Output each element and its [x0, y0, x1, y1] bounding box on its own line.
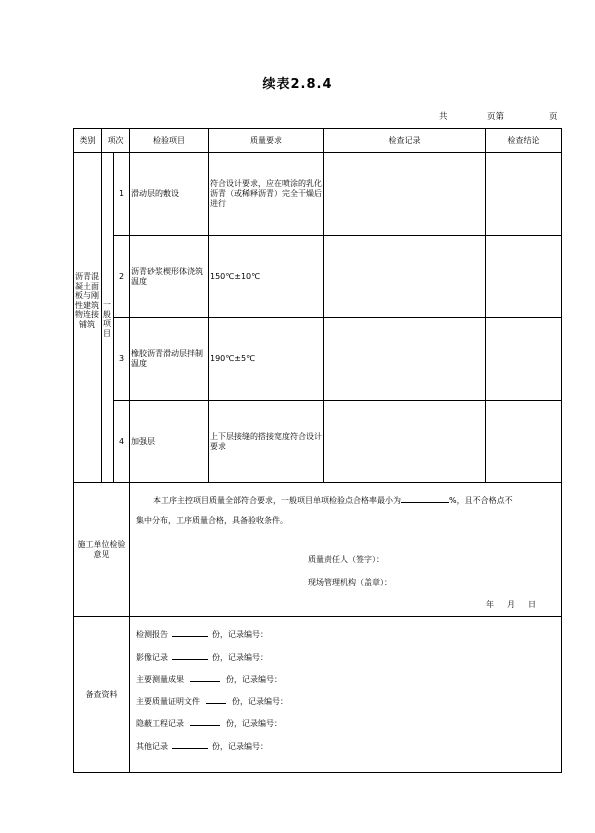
backup-item-suffix: 份，记录编号：: [212, 630, 268, 639]
header-check-record: 检查记录: [388, 135, 421, 145]
page-total-label: 共: [439, 112, 448, 122]
opinion-line-2-text: 集中分布，工序质量合格，具备验收条件。: [136, 516, 288, 525]
row-4-number: 4: [118, 436, 125, 446]
opinion-line-1-text: 本工序主控项目质量全部符合要求，一般项目单项检验点合格率最小为: [153, 496, 401, 505]
backup-item-suffix: 份，记录编号：: [212, 653, 268, 662]
header-category: 类别: [79, 135, 96, 145]
backup-item-suffix: 份，记录编号：: [226, 675, 282, 684]
backup-item-name: 影像记录: [136, 653, 168, 662]
backup-materials-label: 备查资料: [85, 689, 118, 699]
row-1-check-record[interactable]: [324, 153, 485, 235]
row-2-number: 2: [118, 271, 125, 281]
backup-item-6: [136, 739, 268, 752]
date-year-label: 年: [486, 600, 494, 609]
site-organization-stamp-label: 现场管理机构（盖章）：: [308, 578, 392, 587]
row-4-quality-requirement: 上下层接缝的搭接宽度符合设计要求: [210, 431, 322, 451]
row-2-check-result[interactable]: [486, 236, 561, 317]
row-3-check-item: 橡胶沥青滑动层拌制温度: [131, 349, 203, 368]
copies-blank[interactable]: [172, 650, 208, 660]
row-3-check-record[interactable]: [324, 318, 485, 400]
date-day-label: 日: [528, 600, 536, 609]
row-1-check-item: 滑动层的敷设: [131, 189, 179, 198]
page-end-label: 页: [549, 112, 558, 122]
row-1-check-result[interactable]: [486, 153, 561, 235]
page-title: 续表2.8.4: [262, 77, 333, 92]
header-check-item: 检验项目: [153, 135, 185, 145]
copies-blank[interactable]: [206, 694, 226, 704]
backup-item-2: [136, 650, 268, 663]
row-2-check-record[interactable]: [324, 236, 485, 317]
pass-rate-blank[interactable]: [401, 493, 449, 503]
row-3-quality-requirement: 190℃±5℃: [210, 354, 256, 363]
backup-item-3: [136, 672, 282, 685]
quality-person-signature-label: 质量责任人（签字）：: [308, 555, 384, 564]
header-item-no: 项次: [107, 135, 124, 145]
backup-item-suffix: 份，记录编号：: [212, 742, 268, 751]
row-3-number: 3: [118, 354, 125, 363]
header-quality-requirement: 质量要求: [250, 135, 282, 145]
copies-blank[interactable]: [190, 672, 220, 682]
copies-blank[interactable]: [190, 716, 220, 726]
backup-item-suffix: 份，记录编号：: [232, 697, 288, 706]
row-4-check-result[interactable]: [486, 401, 561, 482]
backup-item-4: [136, 694, 288, 707]
backup-item-name: 主要测量成果: [136, 675, 184, 684]
row-3-check-result[interactable]: [486, 318, 561, 400]
row-1-quality-requirement: 符合设计要求，应在喷涂的乳化沥青（或稀释沥青）完全干燥后进行: [210, 179, 322, 208]
copies-blank[interactable]: [172, 739, 208, 749]
row-1-number: 1: [118, 189, 125, 198]
row-4-check-record[interactable]: [324, 401, 485, 482]
backup-item-name: 其他记录: [136, 742, 168, 751]
row-2-check-item: 沥青砂浆楔形体浇筑温度: [131, 266, 203, 286]
row-4-check-item: 加强层: [131, 436, 155, 446]
header-check-result: 检查结论: [507, 135, 540, 145]
opinion-line-1-suffix: %，且不合格点不: [449, 496, 513, 505]
backup-item-suffix: 份，记录编号：: [226, 719, 282, 728]
backup-item-1: [136, 627, 268, 640]
page-number-label: 页第: [487, 112, 505, 122]
backup-item-5: [136, 716, 282, 729]
construction-opinion-label: 施工单位检验意见: [77, 539, 126, 559]
backup-item-name: 检测报告: [136, 630, 168, 639]
copies-blank[interactable]: [172, 627, 208, 637]
row-2-quality-requirement: 150℃±10℃: [210, 271, 261, 281]
backup-item-name: 隐蔽工程记录: [136, 719, 184, 728]
backup-item-name: 主要质量证明文件: [136, 697, 200, 706]
general-item-label: 一般项目: [103, 300, 111, 338]
category-label: 沥青混凝土面板与刚性建筑物连接铺筑: [75, 272, 99, 329]
date-month-label: 月: [507, 600, 515, 609]
